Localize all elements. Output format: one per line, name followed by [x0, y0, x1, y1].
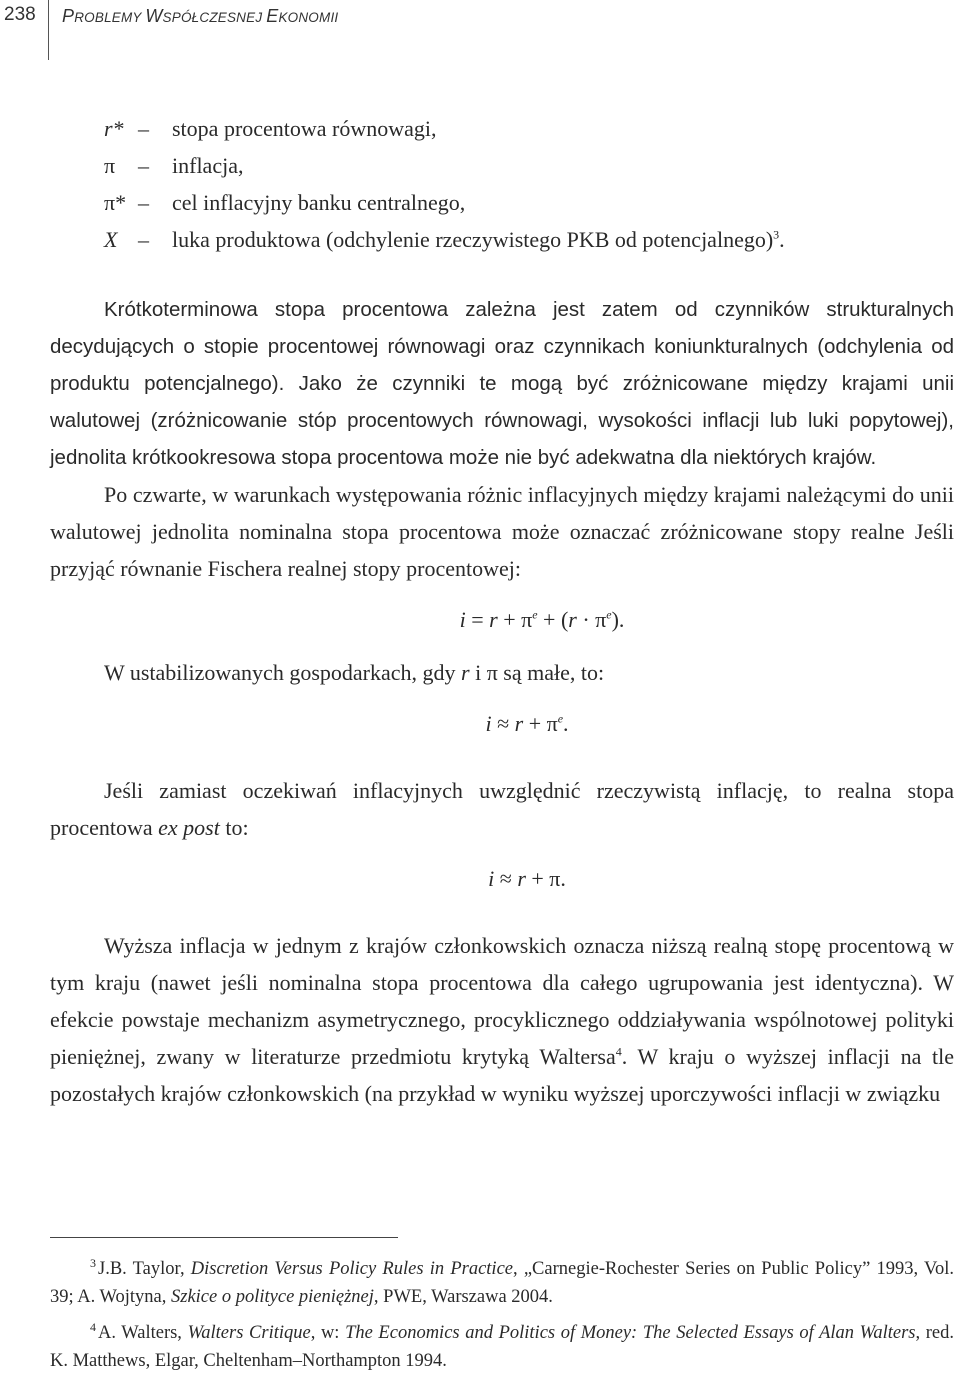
- definition-text: luka produktowa (odchylenie rzeczywistego PKB od potencjalnego): [172, 227, 774, 252]
- definition-dash: –: [138, 153, 149, 178]
- footnote-reference[interactable]: 3: [773, 227, 780, 242]
- definition-text: inflacja,: [172, 153, 244, 178]
- footnote: 3 J.B. Taylor, Discretion Versus Policy Rules in Practice, „Carnegie-Rochester Series on Public Policy” 1993, Vol. 39; A. Wojtyna, Szkice o polityce pieniężnej, PWE, Warszawa 2004.: [50, 1255, 954, 1307]
- page-number: 238: [4, 4, 36, 25]
- definition-text: stopa procentowa równowagi,: [172, 116, 437, 141]
- fisher-equation: $i = r + \pi^e + (r \cdot \pi^e)$.: [459, 607, 625, 632]
- definition-row: X – luka produktowa (odchylenie rzeczywistego PKB od potencjalnego)$^3$.: [104, 221, 934, 258]
- footnote-reference[interactable]: 4: [615, 1044, 622, 1059]
- definition-symbol: π*: [104, 190, 127, 215]
- definition-dash: –: [138, 116, 149, 141]
- definition-dash: –: [138, 227, 149, 252]
- symbol-definitions: [104, 110, 934, 258]
- paragraph: Po czwarte, w warunkach występowania różnic inflacyjnych między krajami należącymi do unii walutowej jednolita nominalna stopa procentowa może oznaczać zróżnicowane stopy realne Jeśli przyjąć równanie Fischera realnej stopy procentowej:: [50, 482, 954, 581]
- approx-equation-ex-post: i ≈ r + π.: [488, 866, 566, 891]
- definition-row: [104, 147, 934, 184]
- definition-row: [104, 110, 934, 147]
- footnote-separator: [50, 1237, 398, 1238]
- definition-symbol: X: [104, 227, 118, 252]
- paragraph: Wyższa inflacja w jednym z krajów członkowskich oznacza niższą realną stopę procentową w tym kraju (nawet jeśli nominalna stopa procentowa dla całego ugrupowania jest identyczna). W efekcie powstaje mechanizm asymetrycznego, procyklicznego oddziaływania wspólnotowej polityki pieniężnej, zwany w literaturze przedmiotu krytyką Waltersa$^4$. W kraju o wyższej inflacji na tle pozostałych krajów członkowskich (na przykład w wyniku wyższej uporczywości inflacji w związku: [50, 933, 954, 1106]
- definition-text: cel inflacyjny banku centralnego,: [172, 190, 466, 215]
- header-divider: [48, 0, 49, 60]
- footnotes: [50, 1255, 954, 1383]
- running-header-title: PROBLEMY WSPÓŁCZESNEJ EKONOMII: [62, 6, 339, 26]
- definition-symbol: π: [104, 153, 116, 178]
- approx-equation-expected: $i \approx r + \pi^e$.: [485, 711, 569, 736]
- paragraph: Jeśli zamiast oczekiwań inflacyjnych uwzględnić rzeczywistą inflację, to realna stopa procentowa ex post to:: [50, 778, 954, 840]
- definition-dash: –: [138, 190, 149, 215]
- paragraph: W ustabilizowanych gospodarkach, gdy r i π są małe, to:: [104, 660, 605, 685]
- footnote: 4 A. Walters, Walters Critique, w: The Economics and Politics of Money: The Selected Essays of Alan Walters, red. K. Matthews, Elgar, Cheltenham–Northampton 1994.: [50, 1319, 954, 1371]
- definition-symbol: r*: [104, 116, 124, 141]
- paragraph: Krótkoterminowa stopa procentowa zależna jest zatem od czynników strukturalnych decydujących o stopie procentowej równowagi oraz czynnikach koniunkturalnych (odchylenia od produktu potencjalnego). Jako że czynniki te mogą być zróżnicowane między krajami unii walutowej (zróżnicowanie stóp procentowych równowagi, wysokości inflacji lub luki popytowej), jednolita krótkookresowa stopa procentowa może nie być adekwatna dla niektórych krajów.: [50, 298, 954, 469]
- definition-row: [104, 184, 934, 221]
- body-text: [50, 291, 954, 1112]
